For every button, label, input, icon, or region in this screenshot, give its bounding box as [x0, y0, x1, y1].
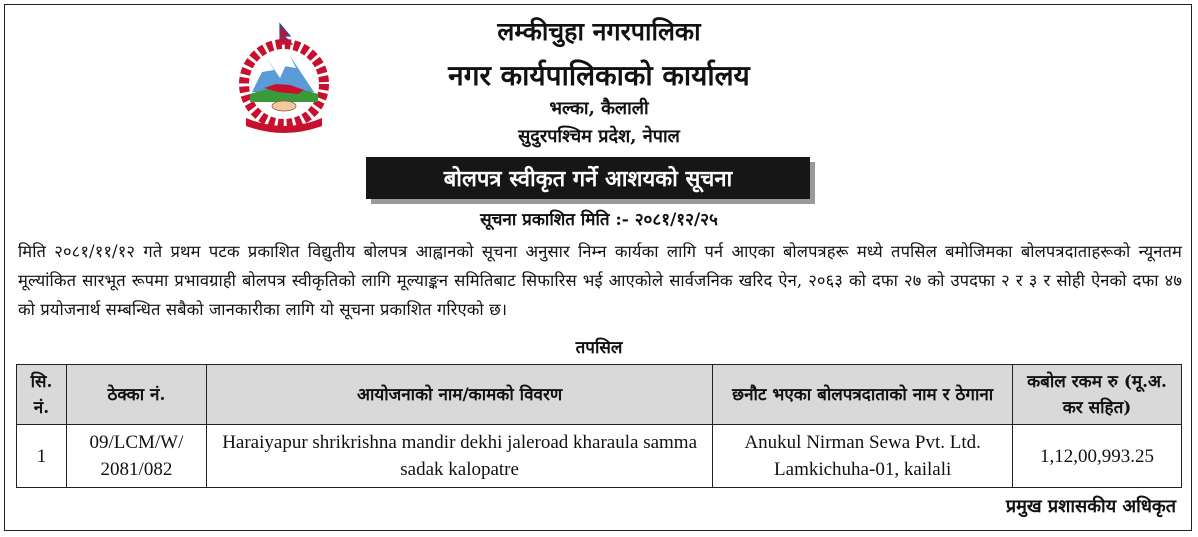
notice-body: मिति २०८१/११/१२ गते प्रथम पटक प्रकाशित विद्युतीय बोलपत्र आह्वानको सूचना अनुसार निम्न कार्यका लागि पर्न आएका बोलपत्रहरू मध्ये तपसिल बमोजिमका बोलपत्रदाताहरूको न्यूनतम मूल्यांकित सारभूत रूपमा प्रभावग्राही बोलपत्र स्वीकृतिको लागि मूल्याङ्कन समितिबाट सिफारिस भई आएकोले सार्वजनिक खरिद ऐन, २०६३ को दफा २७ को उपदफा २ र ३ र सोही ऐनको दफा ४७ को प्रयोजनार्थ सम्बन्धित सबैको जानकारीका लागि यो सूचना प्रकाशित गरिएको छ।: [18, 242, 1182, 319]
col-header-sn: सि. नं.: [17, 365, 67, 425]
signatory-title: प्रमुख प्रशासकीय अधिकृत: [1005, 496, 1176, 517]
col-header-project: आयोजनाको नाम/कामको विवरण: [206, 365, 712, 425]
cell-bidder: Anukul Nirman Sewa Pvt. Ltd. Lamkichuha-01, kailali: [713, 425, 1013, 488]
municipality-name: लम्कीचुहा नगरपालिका: [497, 17, 701, 46]
office-location: भल्का, कैलाली: [549, 98, 649, 119]
table-row: [17, 425, 1182, 488]
col-header-amount: कबोल रकम रु (मू.अ. कर सहित): [1013, 365, 1182, 425]
col-header-bidder: छनौट भएका बोलपत्रदाताको नाम र ठेगाना: [713, 365, 1013, 425]
cell-amount: 1,12,00,993.25: [1013, 425, 1182, 488]
table-header-row: [17, 365, 1182, 425]
schedule-heading: तपसिल: [575, 338, 623, 358]
notice-title: बोलपत्र स्वीकृत गर्ने आशयको सूचना: [443, 166, 733, 192]
cell-contract-no: 09/LCM/W/ 2081/082: [66, 425, 206, 488]
col-header-contract-no: ठेक्का नं.: [66, 365, 206, 425]
office-name: नगर कार्यपालिकाको कार्यालय: [448, 59, 750, 92]
notice-title-banner: [366, 157, 810, 199]
province-country: सुदुरपश्चिम प्रदेश, नेपाल: [518, 126, 680, 147]
cell-sn: 1: [17, 425, 67, 488]
bid-acceptance-table: [16, 364, 1182, 488]
cell-project: Haraiyapur shrikrishna mandir dekhi jaleroad kharaula samma sadak kalopatre: [206, 425, 712, 488]
publish-date: सूचना प्रकाशित मिति :- २०८१/१२/२५: [480, 210, 718, 230]
